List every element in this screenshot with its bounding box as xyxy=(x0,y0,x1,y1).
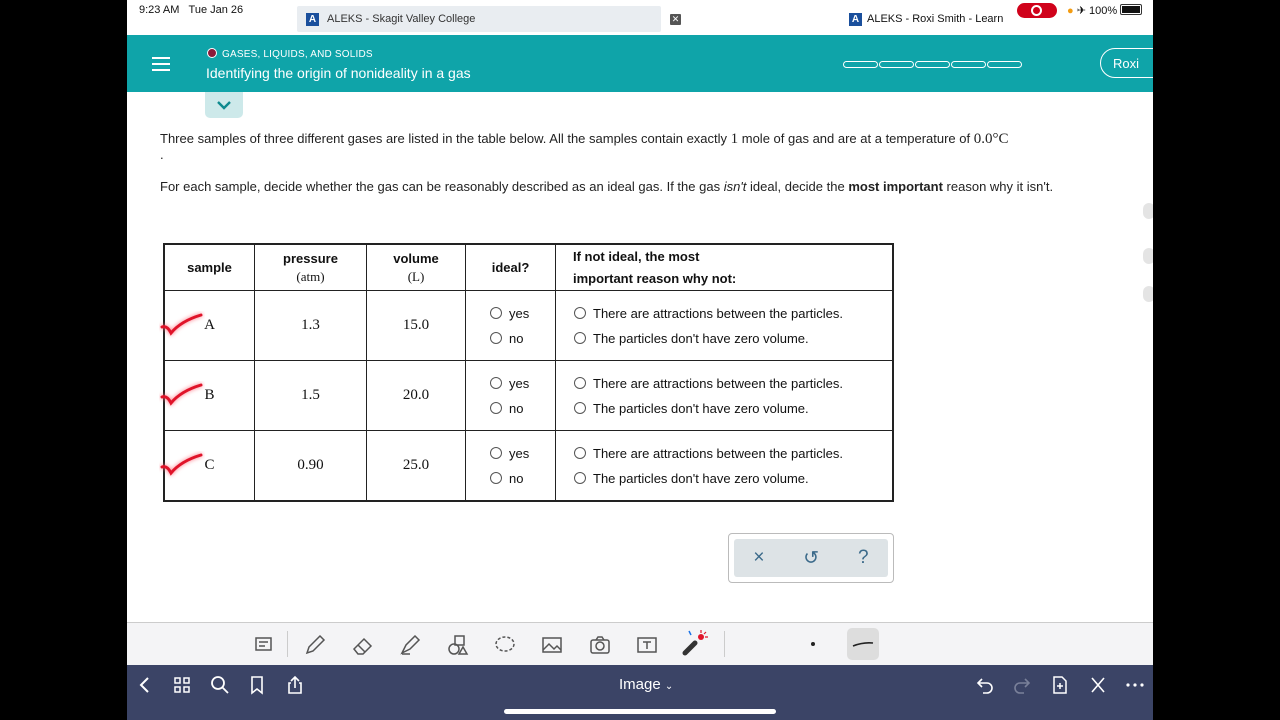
read-mode-icon[interactable] xyxy=(253,633,275,655)
checkmark-icon xyxy=(159,451,205,479)
airplane-icon: ✈ xyxy=(1076,5,1086,17)
more-icon[interactable] xyxy=(1125,675,1145,695)
ideal-cell xyxy=(466,361,556,431)
ideal-yes-radio[interactable]: yes xyxy=(490,446,555,461)
home-indicator[interactable] xyxy=(504,709,776,714)
aleks-header xyxy=(127,35,1153,92)
progress-bar xyxy=(843,61,1022,68)
add-page-icon[interactable] xyxy=(1051,675,1069,695)
ideal-no-radio[interactable]: no xyxy=(490,471,555,486)
highlighter-icon[interactable] xyxy=(398,633,422,657)
pressure-cell: 0.90 xyxy=(255,431,367,502)
radio-icon xyxy=(490,472,502,484)
view-mode-selector[interactable]: Image ⌄ xyxy=(619,676,674,693)
volume-cell: 25.0 xyxy=(367,431,466,502)
radio-icon xyxy=(490,307,502,319)
reason-attractions-radio[interactable]: There are attractions between the particles. xyxy=(574,376,892,391)
topic-dot-icon xyxy=(207,48,217,58)
checkmark-icon xyxy=(159,381,205,409)
radio-icon xyxy=(574,377,586,389)
table-row xyxy=(164,361,893,431)
radio-icon xyxy=(490,332,502,344)
radio-icon xyxy=(490,447,502,459)
stroke-curve-icon xyxy=(847,628,879,660)
stroke-width-dot[interactable] xyxy=(811,642,815,646)
radio-icon xyxy=(490,402,502,414)
ideal-cell xyxy=(466,291,556,361)
menu-icon[interactable] xyxy=(152,57,170,71)
header-reason: If not ideal, the most important reason why not: xyxy=(556,244,894,291)
radio-icon xyxy=(574,402,586,414)
status-time: 9:23 AM Tue Jan 26 xyxy=(139,4,244,16)
ideal-yes-radio[interactable]: yes xyxy=(490,306,555,321)
chevron-down-icon: ⌄ xyxy=(664,681,674,692)
shapes-icon[interactable] xyxy=(445,633,469,657)
lasso-icon[interactable] xyxy=(493,633,517,657)
chevron-down-icon xyxy=(217,101,231,110)
search-icon[interactable] xyxy=(210,675,230,695)
screen-recording-icon xyxy=(1017,3,1057,18)
pressure-cell: 1.3 xyxy=(255,291,367,361)
text-tool-icon[interactable] xyxy=(635,633,659,657)
laser-pointer-icon[interactable] xyxy=(681,629,711,657)
stroke-style-button[interactable] xyxy=(847,628,879,660)
header-ideal: ideal? xyxy=(466,244,556,291)
reason-volume-radio[interactable]: The particles don't have zero volume. xyxy=(574,471,892,486)
collapse-button[interactable] xyxy=(205,92,243,118)
reason-cell xyxy=(556,361,894,431)
help-button[interactable]: ? xyxy=(858,547,869,568)
bottom-navigation xyxy=(127,665,1153,720)
volume-cell: 15.0 xyxy=(367,291,466,361)
radio-icon xyxy=(574,332,586,344)
undo-button[interactable]: ↺ xyxy=(803,547,820,569)
ideal-no-radio[interactable]: no xyxy=(490,331,555,346)
header-sample: sample xyxy=(164,244,255,291)
user-menu-button[interactable]: Roxi xyxy=(1100,48,1153,78)
reason-cell xyxy=(556,291,894,361)
undo-icon[interactable] xyxy=(975,675,995,695)
browser-tab-skagit[interactable] xyxy=(297,6,661,32)
table-header-row xyxy=(164,244,893,291)
image-icon[interactable] xyxy=(540,633,564,657)
gas-samples-table xyxy=(163,243,894,502)
back-icon[interactable] xyxy=(136,675,154,695)
status-bar xyxy=(127,0,1153,34)
sample-cell: B xyxy=(164,361,255,431)
clear-button[interactable]: × xyxy=(753,547,765,568)
radio-icon xyxy=(490,377,502,389)
volume-cell: 20.0 xyxy=(367,361,466,431)
dot-icon: ● xyxy=(1067,5,1074,17)
share-icon[interactable] xyxy=(286,675,304,695)
close-tab-icon[interactable]: ✕ xyxy=(671,14,680,24)
grid-icon[interactable] xyxy=(173,675,191,695)
sample-cell: C xyxy=(164,431,255,502)
redo-icon[interactable] xyxy=(1012,675,1032,695)
header-pressure: pressure (atm) xyxy=(255,244,367,291)
radio-icon xyxy=(574,472,586,484)
checkmark-icon xyxy=(159,311,205,339)
bookmark-icon[interactable] xyxy=(249,675,265,695)
table-row xyxy=(164,431,893,502)
browser-tab-label: ALEKS - Skagit Valley College xyxy=(327,13,476,25)
header-volume: volume (L) xyxy=(367,244,466,291)
table-row xyxy=(164,291,893,361)
topic-label: GASES, LIQUIDS, AND SOLIDS xyxy=(207,48,373,60)
radio-icon xyxy=(574,447,586,459)
ideal-cell xyxy=(466,431,556,502)
eraser-icon[interactable] xyxy=(351,633,375,657)
battery-icon xyxy=(1120,4,1142,15)
close-pen-icon[interactable] xyxy=(1089,675,1107,695)
pen-icon[interactable] xyxy=(303,633,327,657)
reason-volume-radio[interactable]: The particles don't have zero volume. xyxy=(574,331,892,346)
drawing-toolbar xyxy=(127,622,1153,666)
answer-toolbar xyxy=(728,533,894,583)
page-title: Identifying the origin of nonideality in a gas xyxy=(206,65,471,81)
reason-attractions-radio[interactable]: There are attractions between the particles. xyxy=(574,446,892,461)
question-paragraph-2: For each sample, decide whether the gas can be reasonably described as an ideal gas. If the gas isn't ideal, decide the most important reason why it isn't. xyxy=(160,179,1054,194)
pressure-cell: 1.5 xyxy=(255,361,367,431)
aleks-logo-icon: A xyxy=(849,13,862,26)
camera-icon[interactable] xyxy=(588,633,612,657)
ideal-no-radio[interactable]: no xyxy=(490,401,555,416)
reason-attractions-radio[interactable]: There are attractions between the particles. xyxy=(574,306,892,321)
ipad-screen xyxy=(127,0,1153,720)
sample-cell: A xyxy=(164,291,255,361)
browser-tab-label: ALEKS - Roxi Smith - Learn xyxy=(867,13,1004,25)
question-paragraph-1: Three samples of three different gases are listed in the table below. All the samples contain exactly 1 mole of gas and are at a temperature of 0.0°C . xyxy=(160,131,1009,162)
radio-icon xyxy=(574,307,586,319)
battery-indicator: ● ✈ 100% xyxy=(1067,4,1142,17)
aleks-logo-icon: A xyxy=(306,13,319,26)
reason-cell xyxy=(556,431,894,502)
reason-volume-radio[interactable]: The particles don't have zero volume. xyxy=(574,401,892,416)
ideal-yes-radio[interactable]: yes xyxy=(490,376,555,391)
